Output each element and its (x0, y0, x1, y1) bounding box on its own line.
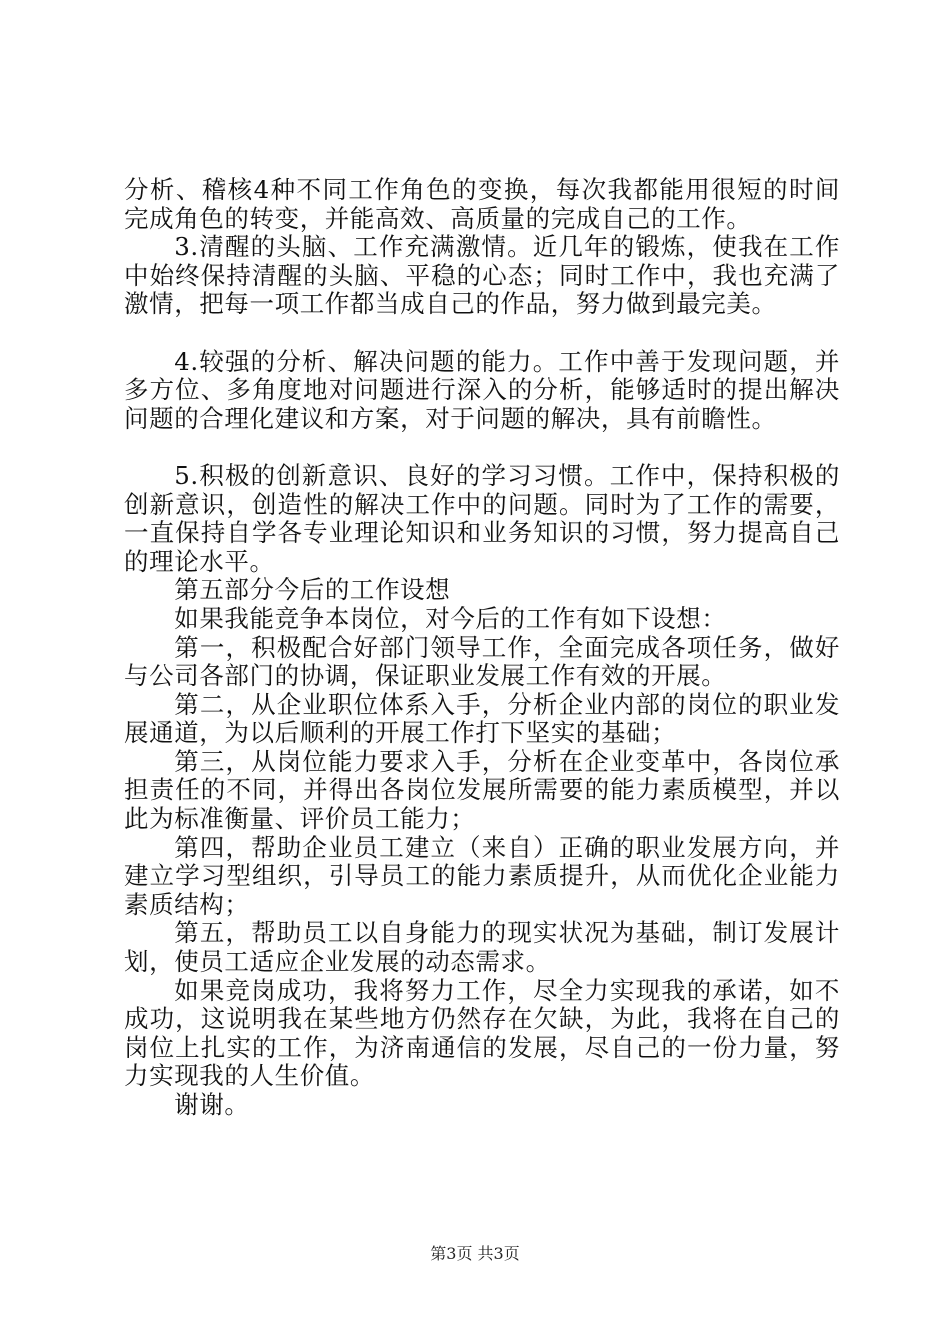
paragraph-innovation: 5.积极的创新意识、良好的学习习惯。工作中，保持积极的创新意识，创造性的解决工作中的问题。同时为了工作的需要，一直保持自学各专业理论知识和业务知识的习惯，努力提高自己的理论水平。 (124, 460, 840, 576)
paragraph-plan-fifth: 第五，帮助员工以自身能力的现实状况为基础，制订发展计划，使员工适应企业发展的动态需求。 (124, 918, 840, 977)
paragraph-closing-commitment: 如果竞岗成功，我将努力工作，尽全力实现我的承诺，如不成功，这说明我在某些地方仍然存在欠缺，为此，我将在自己的岗位上扎实的工作，为济南通信的发展，尽自己的一份力量，努力实现我的人生价值。 (124, 975, 840, 1091)
paragraph-role-change: 分析、稽核4种不同工作角色的变换，每次我都能用很短的时间完成角色的转变，并能高效、高质量的完成自己的工作。 (124, 175, 840, 233)
paragraph-intro-plans: 如果我能竞争本岗位，对今后的工作有如下设想： (174, 603, 727, 633)
paragraph-plan-first: 第一，积极配合好部门领导工作，全面完成各项任务，做好与公司各部门的协调，保证职业发展工作有效的开展。 (124, 632, 840, 691)
section-heading-part-five: 第五部分今后的工作设想 (174, 575, 451, 605)
paragraph-plan-fourth: 第四，帮助企业员工建立（来自）正确的职业发展方向，并建立学习型组织，引导员工的能力素质提升，从而优化企业能力素质结构； (124, 832, 840, 919)
paragraph-plan-second: 第二，从企业职位体系入手，分析企业内部的岗位的职业发展通道，为以后顺利的开展工作打下坚实的基础； (124, 689, 840, 748)
body-text (124, 176, 840, 1120)
paragraph-thanks: 谢谢。 (174, 1090, 250, 1119)
paragraph-analysis-ability: 4.较强的分析、解决问题的能力。工作中善于发现问题，并多方位、多角度地对问题进行深入的分析，能够适时的提出解决问题的合理化建议和方案，对于问题的解决，具有前瞻性。 (124, 346, 840, 433)
paragraph-spacer (124, 433, 840, 462)
paragraph-plan-third: 第三，从岗位能力要求入手，分析在企业变革中，各岗位承担责任的不同，并得出各岗位发展所需要的能力素质模型，并以此为标准衡量、评价员工能力； (124, 746, 840, 834)
paragraph-clear-mind: 3.清醒的头脑、工作充满激情。近几年的锻炼，使我在工作中始终保持清醒的头脑、平稳的心态；同时工作中，我也充满了激情，把每一项工作都当成自己的作品，努力做到最完美。 (124, 232, 840, 319)
page-number-footer: 第3页 共3页 (430, 1244, 520, 1263)
paragraph-spacer (124, 319, 840, 348)
